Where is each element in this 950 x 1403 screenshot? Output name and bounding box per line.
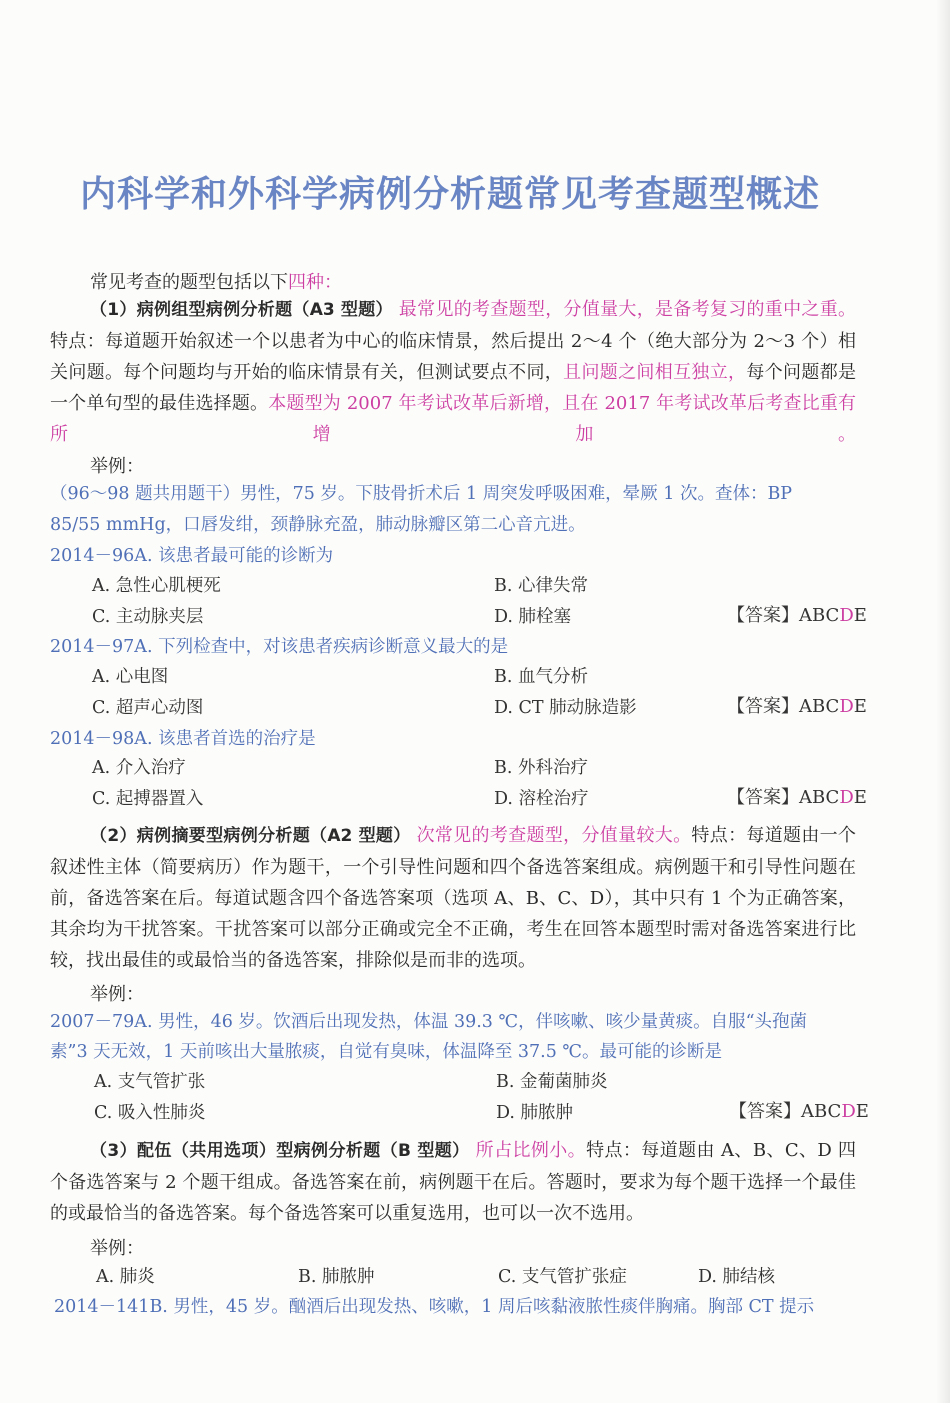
q97-option-a: A. 心电图 [92, 667, 169, 687]
q79-option-a: A. 支气管扩张 [94, 1072, 206, 1092]
section-a3-highlight-2: 且问题之间相互独立， [563, 362, 747, 383]
answer-correct: D [839, 605, 854, 626]
section-b-heading: （3）配伍（共用选项）型病例分析题（B 型题） [90, 1141, 470, 1161]
answer-suffix: E [853, 787, 867, 808]
shared-stem-line-2: 85/55 mmHg，口唇发绀，颈静脉充盈，肺动脉瓣区第二心音亢进。 [50, 515, 586, 535]
section-b-paragraph [50, 1135, 856, 1231]
question-79-line-2: 素”3 天无效，1 天前咳出大量脓痰，自觉有臭味，体温降至 37.5 ℃。最可能的诊断是 [50, 1042, 723, 1062]
q96-option-c: C. 主动脉夹层 [92, 607, 204, 627]
answer-prefix: 【答案】ABC [727, 696, 840, 717]
intro-text: 常见考查的题型包括以下 [90, 272, 288, 293]
section-b-highlight: 所占比例小。 [475, 1140, 587, 1161]
answer-correct: D [841, 1101, 856, 1122]
question-96: 2014－96A. 该患者最可能的诊断为 [50, 546, 334, 566]
question-98: 2014－98A. 该患者首选的治疗是 [50, 729, 316, 749]
q97-answer [727, 692, 867, 718]
q79-option-b: B. 金葡菌肺炎 [496, 1072, 608, 1092]
section-b-body: 特点：每道题由 A、B、C、D 四个备选答案与 2 个题干组成。备选答案在前，病例题干在后。答题时，要求为每个题干选择一个最佳的或最恰当的备选答案。每个备选答案可以重复选用，也可以一次不选用。 [50, 1140, 856, 1224]
page-title: 内科学和外科学病例分析题常见考查题型概述 [79, 174, 820, 215]
q98-option-a: A. 介入治疗 [92, 758, 186, 778]
answer-suffix: E [853, 696, 867, 717]
section-a3-body: 特点：每道题开始叙述一个以患者为中心的临床情景，然后提出 2～4 个（绝大部分为 2～3 个）相关问题。每个问题均与开始的临床情景有关，但测试要点不同， [50, 331, 856, 383]
section-a3-highlight-3: 本题型为 2007 年考试改革后新增，且在 2017 年考试改革后考查比重有所增加。 [50, 393, 856, 445]
answer-suffix: E [853, 605, 867, 626]
example-label-2: 举例： [90, 984, 144, 1005]
q98-answer [727, 783, 867, 809]
q97-option-d: D. CT 肺动脉造影 [494, 698, 637, 718]
shared-stem-line-1: （96～98 题共用题干）男性，75 岁。下肢骨折术后 1 周突发呼吸困难，晕厥 1 次。查体：BP [50, 484, 793, 504]
intro-line [90, 268, 342, 294]
question-141: 2014－141B. 男性，45 岁。酗酒后出现发热、咳嗽，1 周后咳黏液脓性痰伴胸痛。胸部 CT 提示 [54, 1297, 815, 1317]
answer-correct: D [839, 696, 854, 717]
b-option-a: A. 肺炎 [96, 1267, 155, 1287]
section-a2-heading: （2）病例摘要型病例分析题（A2 型题） [90, 826, 411, 846]
answer-correct: D [839, 787, 854, 808]
section-a3-body-2: 每个问题都是一个单句型的最佳选择题。 [50, 362, 857, 414]
answer-prefix: 【答案】ABC [729, 1101, 842, 1122]
question-97: 2014－97A. 下列检查中，对该患者疾病诊断意义最大的是 [50, 637, 509, 657]
q96-option-a: A. 急性心肌梗死 [92, 576, 221, 596]
section-a2-body: 特点：每道题由一个叙述性主体（简要病历）作为题干，一个引导性问题和四个备选答案组成。病例题干和引导性问题在前，备选答案在后。每道试题含四个备选答案项（选项 A、B、C、D），其中只有 1 个为正确答案，其余均为干扰答案。干扰答案可以部分正确或完全不正确，考生在回答本题型时需对备选答案进行比较，找出最佳的或最恰当的备选答案，排除似是而非的选项。 [50, 825, 856, 971]
b-option-c: C. 支气管扩张症 [498, 1267, 627, 1287]
intro-emphasis: 四种： [288, 272, 342, 293]
answer-prefix: 【答案】ABC [727, 605, 840, 626]
q96-option-b: B. 心律失常 [494, 576, 588, 596]
answer-prefix: 【答案】ABC [727, 787, 840, 808]
page-edge-shadow [936, 0, 950, 1403]
q98-option-d: D. 溶栓治疗 [494, 789, 589, 809]
b-option-b: B. 肺脓肿 [298, 1267, 375, 1287]
example-label: 举例： [90, 456, 144, 477]
q96-answer [727, 601, 867, 627]
question-79-line-1: 2007－79A. 男性，46 岁。饮酒后出现发热，体温 39.3 ℃，伴咳嗽、咳少量黄痰。自服“头孢菌 [50, 1012, 808, 1032]
section-a2-paragraph [50, 820, 856, 978]
q79-option-c: C. 吸入性肺炎 [94, 1103, 206, 1123]
q96-option-d: D. 肺栓塞 [494, 607, 572, 627]
b-option-d: D. 肺结核 [698, 1267, 776, 1287]
q79-answer [729, 1097, 869, 1123]
q98-option-b: B. 外科治疗 [494, 758, 588, 778]
q98-option-c: C. 起搏器置入 [92, 789, 204, 809]
section-a2-highlight: 次常见的考查题型，分值量较大。 [416, 825, 692, 846]
section-a3-heading: （1）病例组型病例分析题（A3 型题） [90, 300, 393, 320]
section-a3-paragraph [50, 294, 856, 448]
q97-option-c: C. 超声心动图 [92, 698, 204, 718]
q97-option-b: B. 血气分析 [494, 667, 588, 687]
section-a3-highlight: 最常见的考查题型，分值量大，是备考复习的重中之重。 [398, 299, 857, 320]
example-label-3: 举例： [90, 1238, 144, 1259]
q79-option-d: D. 肺脓肿 [496, 1103, 574, 1123]
answer-suffix: E [855, 1101, 869, 1122]
